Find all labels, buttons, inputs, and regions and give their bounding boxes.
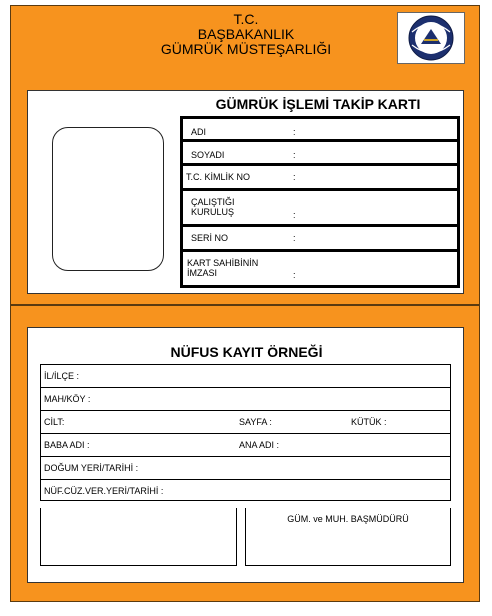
record-label: KÜTÜK : xyxy=(351,417,387,427)
field-colon: : xyxy=(293,172,296,182)
population-record-table xyxy=(40,364,451,501)
field-label: SOYADI xyxy=(191,150,225,160)
photo-placeholder xyxy=(52,127,164,271)
field-label: T.C. KİMLİK NO xyxy=(186,172,251,182)
card-panel xyxy=(27,90,464,294)
record-row-parents xyxy=(41,434,450,457)
field-serial-no xyxy=(183,227,457,252)
record-label: ANA ADI : xyxy=(239,440,280,450)
tracking-card-front xyxy=(10,5,480,305)
record-label: SAYFA : xyxy=(239,417,272,427)
field-colon: : xyxy=(293,270,296,280)
record-label: MAH/KÖY : xyxy=(44,394,91,404)
director-signature-area xyxy=(245,508,451,566)
record-row-id-issue xyxy=(41,480,450,502)
population-record-title: NÜFUS KAYIT ÖRNEĞİ xyxy=(170,344,323,360)
record-row-volume xyxy=(41,411,450,434)
field-colon: : xyxy=(293,150,296,160)
field-holder-signature xyxy=(183,252,457,285)
field-colon: : xyxy=(293,127,296,137)
field-label: ADI xyxy=(191,127,207,137)
field-colon: : xyxy=(293,233,296,243)
field-label: SERİ NO xyxy=(191,233,229,243)
record-row-province xyxy=(41,365,450,388)
field-name xyxy=(183,119,457,142)
record-label: CİLT: xyxy=(44,417,65,427)
record-label: DOĞUM YERİ/TARİHİ : xyxy=(44,463,139,473)
heading-line-ministry: BAŞBAKANLIK xyxy=(197,26,295,42)
field-organization xyxy=(183,191,457,227)
director-signature-label: GÜM. ve MUH. BAŞMÜDÜRÜ xyxy=(287,514,409,524)
record-label: BABA ADI : xyxy=(44,440,90,450)
field-tc-id xyxy=(183,166,457,191)
heading-line-undersecretariat: GÜMRÜK MÜSTEŞARLIĞI xyxy=(160,41,332,57)
record-row-village xyxy=(41,388,450,411)
card-fields-table xyxy=(180,116,460,288)
card-title: GÜMRÜK İŞLEMİ TAKİP KARTI xyxy=(215,96,421,112)
record-label: NÜF.CÜZ.VER.YERİ/TARİHİ : xyxy=(44,486,164,496)
record-row-birth xyxy=(41,457,450,480)
field-label: KART SAHİBİNİN İMZASI xyxy=(187,258,259,278)
population-record-panel xyxy=(27,327,464,583)
record-label: İL/İLÇE : xyxy=(44,371,80,381)
field-colon: : xyxy=(293,210,296,220)
stamp-area xyxy=(40,508,237,566)
customs-emblem-graphic xyxy=(398,13,464,63)
customs-emblem-icon xyxy=(397,12,465,64)
field-surname xyxy=(183,142,457,166)
field-label: ÇALIŞTIĞI KURULUŞ xyxy=(191,197,235,217)
tracking-card-back xyxy=(10,305,480,602)
heading-line-tc: T.C. xyxy=(233,11,259,27)
